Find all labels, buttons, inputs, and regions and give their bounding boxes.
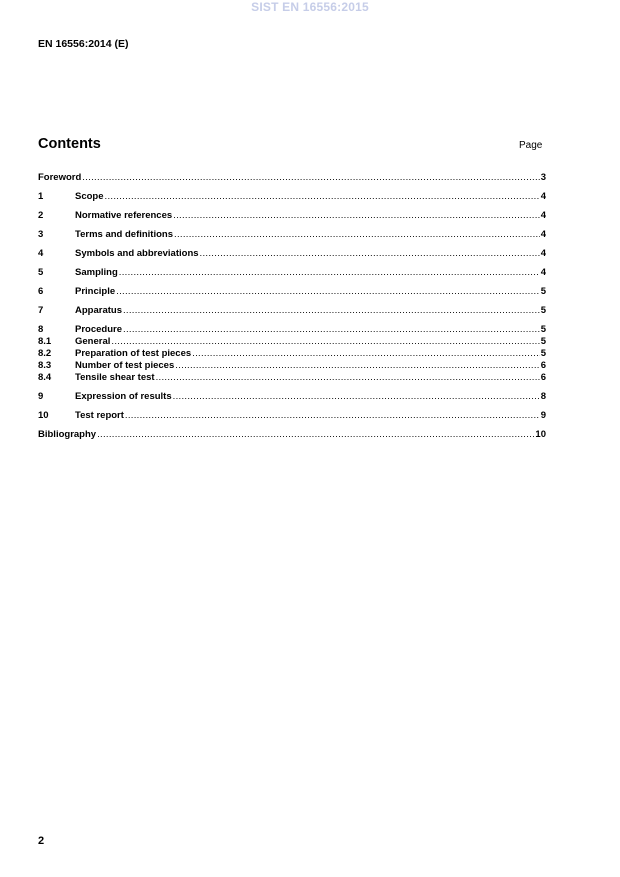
toc-page: 5	[540, 336, 546, 347]
toc-page: 4	[540, 248, 546, 259]
toc-leader	[97, 429, 534, 441]
toc-entry-test-report[interactable]	[38, 410, 546, 422]
toc-entry-expression-of-results[interactable]	[38, 391, 546, 403]
toc-title: Principle	[75, 286, 116, 297]
watermark: SIST EN 16556:2015	[251, 0, 369, 14]
toc-page: 5	[540, 348, 546, 359]
toc-entry-procedure[interactable]	[38, 324, 546, 336]
toc-entry-bibliography[interactable]	[38, 429, 546, 441]
toc-entry-principle[interactable]	[38, 286, 546, 298]
toc-title: Number of test pieces	[75, 360, 175, 371]
toc-page: 5	[540, 286, 546, 297]
toc-title: Bibliography	[38, 429, 97, 440]
toc-number: 8	[38, 324, 44, 335]
toc-entry-preparation-of-test-pieces[interactable]	[38, 348, 546, 360]
toc-page: 6	[540, 360, 546, 371]
footer-page-number: 2	[38, 835, 45, 847]
toc-page: 4	[540, 210, 546, 221]
toc-entry-apparatus[interactable]	[38, 305, 546, 317]
toc-leader	[192, 348, 540, 360]
toc-title: General	[75, 336, 111, 347]
toc-page: 9	[540, 410, 546, 421]
toc-title: Foreword	[38, 172, 82, 183]
toc-leader	[175, 360, 539, 372]
document-id: EN 16556:2014 (E)	[38, 38, 129, 50]
toc-number: 8.2	[38, 348, 52, 359]
toc-title: Tensile shear test	[75, 372, 155, 383]
toc-entry-scope[interactable]	[38, 191, 546, 203]
toc-leader	[156, 372, 540, 384]
toc-title: Symbols and abbreviations	[75, 248, 199, 259]
page-column-label: Page	[519, 140, 543, 151]
toc-leader	[173, 391, 540, 403]
toc-title: Sampling	[75, 267, 118, 278]
table-of-contents	[38, 172, 546, 441]
contents-title: Contents	[38, 136, 101, 152]
toc-number: 4	[38, 248, 44, 259]
toc-page: 4	[540, 191, 546, 202]
toc-page: 6	[540, 372, 546, 383]
toc-title: Terms and definitions	[75, 229, 174, 240]
toc-title: Preparation of test pieces	[75, 348, 192, 359]
toc-number: 3	[38, 229, 44, 240]
toc-number: 8.1	[38, 336, 52, 347]
toc-entry-sampling[interactable]	[38, 267, 546, 279]
toc-leader	[200, 248, 540, 260]
toc-number: 8.3	[38, 360, 52, 371]
toc-leader	[123, 324, 540, 336]
toc-entry-number-of-test-pieces[interactable]	[38, 360, 546, 372]
toc-leader	[174, 229, 540, 241]
toc-number: 2	[38, 210, 44, 221]
toc-title: Scope	[75, 191, 104, 202]
toc-leader	[123, 305, 540, 317]
toc-number: 1	[38, 191, 44, 202]
toc-leader	[82, 172, 539, 184]
toc-leader	[173, 210, 540, 222]
toc-page: 5	[540, 305, 546, 316]
toc-number: 5	[38, 267, 44, 278]
toc-leader	[119, 267, 540, 279]
toc-page: 3	[540, 172, 546, 183]
toc-page: 4	[540, 229, 546, 240]
toc-page: 4	[540, 267, 546, 278]
toc-leader	[116, 286, 540, 298]
toc-number: 7	[38, 305, 44, 316]
toc-entry-foreword[interactable]	[38, 172, 546, 184]
toc-entry-symbols-and-abbreviations[interactable]	[38, 248, 546, 260]
toc-title: Normative references	[75, 210, 173, 221]
toc-number: 8.4	[38, 372, 52, 383]
toc-page: 10	[535, 429, 546, 440]
toc-title: Apparatus	[75, 305, 122, 316]
toc-leader	[105, 191, 540, 203]
toc-leader	[125, 410, 540, 422]
toc-entry-tensile-shear-test[interactable]	[38, 372, 546, 384]
toc-title: Expression of results	[75, 391, 172, 402]
toc-entry-terms-and-definitions[interactable]	[38, 229, 546, 241]
toc-title: Procedure	[75, 324, 122, 335]
toc-title: Test report	[75, 410, 124, 421]
toc-entry-general[interactable]	[38, 336, 546, 348]
toc-number: 9	[38, 391, 44, 402]
toc-page: 5	[540, 324, 546, 335]
toc-number: 6	[38, 286, 44, 297]
toc-entry-normative-references[interactable]	[38, 210, 546, 222]
toc-leader	[111, 336, 539, 348]
toc-number: 10	[38, 410, 49, 421]
toc-page: 8	[540, 391, 546, 402]
